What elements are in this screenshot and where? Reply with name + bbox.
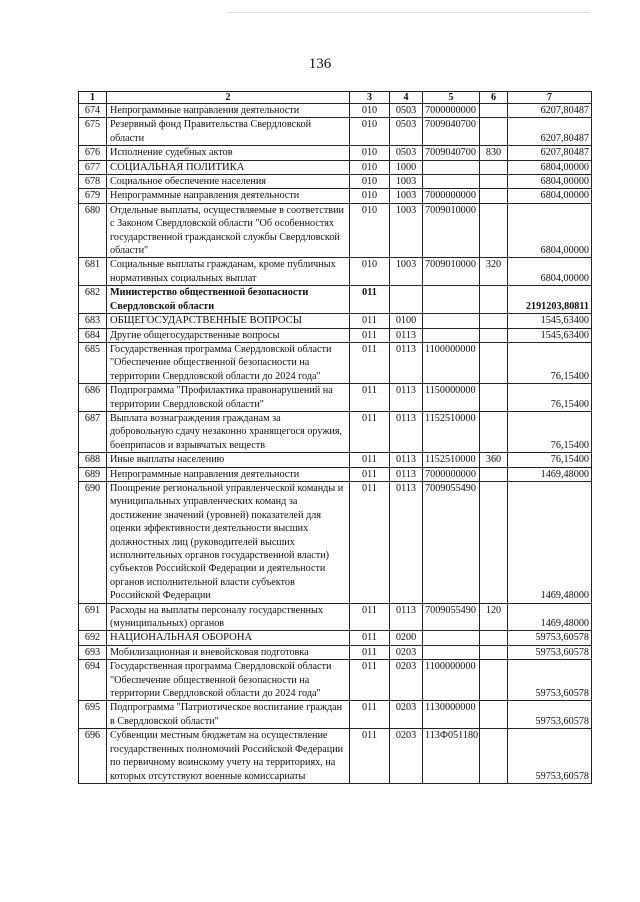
row-name: ОБЩЕГОСУДАРСТВЕННЫЕ ВОПРОСЫ: [107, 314, 350, 328]
row-number: 691: [79, 603, 107, 631]
section-code: 0203: [390, 645, 423, 659]
row-number: 684: [79, 328, 107, 342]
expense-type-code: [480, 342, 508, 383]
page-number: 136: [308, 56, 332, 72]
row-number: 677: [79, 160, 107, 174]
amount: 6804,00000: [508, 175, 592, 189]
section-code: 0503: [390, 118, 423, 146]
row-number: 694: [79, 660, 107, 701]
expense-type-code: [480, 701, 508, 729]
ministry-code: 010: [350, 146, 390, 160]
amount: 6804,00000: [508, 189, 592, 203]
section-code: 0113: [390, 481, 423, 603]
row-name: Министерство общественной безопасности Свердловской области: [107, 286, 350, 314]
row-number: 692: [79, 631, 107, 645]
ministry-code: 010: [350, 118, 390, 146]
section-code: 0113: [390, 603, 423, 631]
budget-table: [78, 91, 592, 784]
row-name: Социальное обеспечение населения: [107, 175, 350, 189]
section-code: 0113: [390, 342, 423, 383]
expense-type-code: [480, 175, 508, 189]
amount: 2191203,80811: [508, 286, 592, 314]
target-article-code: 7000000000: [423, 189, 480, 203]
section-code: 0113: [390, 467, 423, 481]
row-number: 687: [79, 411, 107, 452]
ministry-code: 011: [350, 660, 390, 701]
amount: 6804,00000: [508, 258, 592, 286]
row-number: 674: [79, 104, 107, 118]
ministry-code: 011: [350, 453, 390, 467]
ministry-code: 011: [350, 286, 390, 314]
section-code: [390, 286, 423, 314]
table-row: [79, 411, 592, 452]
amount: 76,15400: [508, 453, 592, 467]
row-number: 686: [79, 384, 107, 412]
row-name: Исполнение судебных актов: [107, 146, 350, 160]
table-row: [79, 175, 592, 189]
expense-type-code: 320: [480, 258, 508, 286]
row-number: 682: [79, 286, 107, 314]
expense-type-code: [480, 411, 508, 452]
expense-type-code: [480, 645, 508, 659]
target-article-code: 1100000000: [423, 342, 480, 383]
row-name: Другие общегосударственные вопросы: [107, 328, 350, 342]
target-article-code: 7000000000: [423, 467, 480, 481]
amount: 76,15400: [508, 411, 592, 452]
ministry-code: 011: [350, 411, 390, 452]
row-name: Непрограммные направления деятельности: [107, 189, 350, 203]
row-number: 689: [79, 467, 107, 481]
ministry-code: 010: [350, 203, 390, 258]
expense-type-code: [480, 467, 508, 481]
column-header: 6: [480, 92, 508, 104]
section-code: 1003: [390, 203, 423, 258]
ministry-code: 011: [350, 701, 390, 729]
section-code: 0203: [390, 701, 423, 729]
expense-type-code: [480, 314, 508, 328]
target-article-code: 7000000000: [423, 104, 480, 118]
section-code: 0200: [390, 631, 423, 645]
target-article-code: 7009010000: [423, 203, 480, 258]
row-name: Социальные выплаты гражданам, кроме публичных нормативных социальных выплат: [107, 258, 350, 286]
row-name: Поощрение региональной управленческой команды и муниципальных управленческих команд за достижение значений (уровней) показателей для оценки эффективности деятельности высших должностных лиц (руководителей высших исполнительных органов государственной власти) субъектов Российской Федерации и деятельности органов исполнительной власти субъектов Российской Федерации: [107, 481, 350, 603]
ministry-code: 010: [350, 189, 390, 203]
row-number: 676: [79, 146, 107, 160]
ministry-code: 011: [350, 328, 390, 342]
target-article-code: 1152510000: [423, 453, 480, 467]
ministry-code: 011: [350, 467, 390, 481]
target-article-code: 1100000000: [423, 660, 480, 701]
column-header: 2: [107, 92, 350, 104]
section-code: 0100: [390, 314, 423, 328]
ministry-code: 011: [350, 631, 390, 645]
amount: 1545,63400: [508, 328, 592, 342]
amount: 1469,48000: [508, 467, 592, 481]
section-code: 0113: [390, 411, 423, 452]
row-number: 696: [79, 729, 107, 784]
row-number: 680: [79, 203, 107, 258]
section-code: 1003: [390, 189, 423, 203]
table-row: [79, 104, 592, 118]
table-row: [79, 203, 592, 258]
expense-type-code: [480, 729, 508, 784]
expense-type-code: 830: [480, 146, 508, 160]
expense-type-code: [480, 481, 508, 603]
table-row: [79, 258, 592, 286]
expense-type-code: [480, 160, 508, 174]
table-row: [79, 631, 592, 645]
row-number: 683: [79, 314, 107, 328]
section-code: 1003: [390, 258, 423, 286]
ministry-code: 011: [350, 342, 390, 383]
table-row: [79, 314, 592, 328]
row-number: 690: [79, 481, 107, 603]
ministry-code: 010: [350, 160, 390, 174]
target-article-code: [423, 645, 480, 659]
ministry-code: 011: [350, 314, 390, 328]
expense-type-code: [480, 104, 508, 118]
target-article-code: 113Ф051180: [423, 729, 480, 784]
ministry-code: 010: [350, 175, 390, 189]
amount: 76,15400: [508, 342, 592, 383]
expense-type-code: [480, 328, 508, 342]
table-row: [79, 286, 592, 314]
top-dotted-line: [228, 12, 588, 13]
amount: 76,15400: [508, 384, 592, 412]
ministry-code: 010: [350, 258, 390, 286]
row-number: 681: [79, 258, 107, 286]
row-name: Непрограммные направления деятельности: [107, 467, 350, 481]
row-name: Подпрограмма "Профилактика правонарушений на территории Свердловской области": [107, 384, 350, 412]
amount: 6804,00000: [508, 203, 592, 258]
section-code: 0113: [390, 384, 423, 412]
row-number: 678: [79, 175, 107, 189]
target-article-code: 7009055490: [423, 481, 480, 603]
row-number: 675: [79, 118, 107, 146]
row-name: Иные выплаты населению: [107, 453, 350, 467]
table-row: [79, 146, 592, 160]
ministry-code: 011: [350, 603, 390, 631]
column-header: 4: [390, 92, 423, 104]
row-name: Выплата вознаграждения гражданам за добровольную сдачу незаконно хранящегося оружия, боеприпасов и взрывчатых веществ: [107, 411, 350, 452]
column-header: 3: [350, 92, 390, 104]
table-row: [79, 160, 592, 174]
expense-type-code: 360: [480, 453, 508, 467]
row-name: Отдельные выплаты, осуществляемые в соответствии с Законом Свердловской области "Об особенностях государственной гражданской службы Свердловской области": [107, 203, 350, 258]
target-article-code: 7009055490: [423, 603, 480, 631]
section-code: 0113: [390, 453, 423, 467]
ministry-code: 011: [350, 729, 390, 784]
amount: 1545,63400: [508, 314, 592, 328]
amount: 59753,60578: [508, 729, 592, 784]
target-article-code: 7009040700: [423, 118, 480, 146]
ministry-code: 011: [350, 384, 390, 412]
target-article-code: 7009040700: [423, 146, 480, 160]
amount: 6207,80487: [508, 104, 592, 118]
ministry-code: 010: [350, 104, 390, 118]
row-name: Непрограммные направления деятельности: [107, 104, 350, 118]
expense-type-code: [480, 189, 508, 203]
table-row: [79, 467, 592, 481]
column-header-row: [79, 92, 592, 104]
table-row: [79, 453, 592, 467]
target-article-code: 7009010000: [423, 258, 480, 286]
table-row: [79, 660, 592, 701]
row-name: НАЦИОНАЛЬНАЯ ОБОРОНА: [107, 631, 350, 645]
column-header: 1: [79, 92, 107, 104]
amount: 59753,60578: [508, 660, 592, 701]
target-article-code: [423, 314, 480, 328]
amount: 1469,48000: [508, 603, 592, 631]
row-number: 688: [79, 453, 107, 467]
amount: 1469,48000: [508, 481, 592, 603]
table-row: [79, 118, 592, 146]
amount: 59753,60578: [508, 631, 592, 645]
row-name: Мобилизационная и вневойсковая подготовка: [107, 645, 350, 659]
column-header: 7: [508, 92, 592, 104]
row-name: Расходы на выплаты персоналу государственных (муниципальных) органов: [107, 603, 350, 631]
column-header: 5: [423, 92, 480, 104]
row-number: 685: [79, 342, 107, 383]
amount: 59753,60578: [508, 645, 592, 659]
amount: 59753,60578: [508, 701, 592, 729]
table-row: [79, 189, 592, 203]
amount: 6207,80487: [508, 146, 592, 160]
target-article-code: 1150000000: [423, 384, 480, 412]
section-code: 1003: [390, 175, 423, 189]
expense-type-code: [480, 631, 508, 645]
target-article-code: [423, 328, 480, 342]
row-name: СОЦИАЛЬНАЯ ПОЛИТИКА: [107, 160, 350, 174]
row-name: Государственная программа Свердловской области "Обеспечение общественной безопасности на территории Свердловской области до 2024 года": [107, 342, 350, 383]
target-article-code: 1152510000: [423, 411, 480, 452]
section-code: 0503: [390, 104, 423, 118]
row-name: Государственная программа Свердловской области "Обеспечение общественной безопасности на территории Свердловской области до 2024 года": [107, 660, 350, 701]
section-code: 0113: [390, 328, 423, 342]
row-name: Подпрограмма "Патриотическое воспитание граждан в Свердловской области": [107, 701, 350, 729]
row-number: 693: [79, 645, 107, 659]
ministry-code: 011: [350, 481, 390, 603]
ministry-code: 011: [350, 645, 390, 659]
expense-type-code: [480, 286, 508, 314]
row-name: Субвенции местным бюджетам на осуществление государственных полномочий Российской Федерации по первичному воинскому учету на территориях, на которых отсутствуют военные комиссариаты: [107, 729, 350, 784]
expense-type-code: [480, 203, 508, 258]
table-row: [79, 701, 592, 729]
expense-type-code: 120: [480, 603, 508, 631]
expense-type-code: [480, 118, 508, 146]
row-number: 695: [79, 701, 107, 729]
expense-type-code: [480, 384, 508, 412]
section-code: 1000: [390, 160, 423, 174]
section-code: 0203: [390, 729, 423, 784]
table-row: [79, 729, 592, 784]
table-row: [79, 384, 592, 412]
row-number: 679: [79, 189, 107, 203]
target-article-code: [423, 631, 480, 645]
target-article-code: [423, 286, 480, 314]
amount: 6207,80487: [508, 118, 592, 146]
table-row: [79, 645, 592, 659]
target-article-code: 1130000000: [423, 701, 480, 729]
amount: 6804,00000: [508, 160, 592, 174]
table-row: [79, 328, 592, 342]
section-code: 0503: [390, 146, 423, 160]
table-row: [79, 481, 592, 603]
expense-type-code: [480, 660, 508, 701]
table-row: [79, 342, 592, 383]
table-row: [79, 603, 592, 631]
target-article-code: [423, 175, 480, 189]
row-name: Резервный фонд Правительства Свердловской области: [107, 118, 350, 146]
section-code: 0203: [390, 660, 423, 701]
target-article-code: [423, 160, 480, 174]
